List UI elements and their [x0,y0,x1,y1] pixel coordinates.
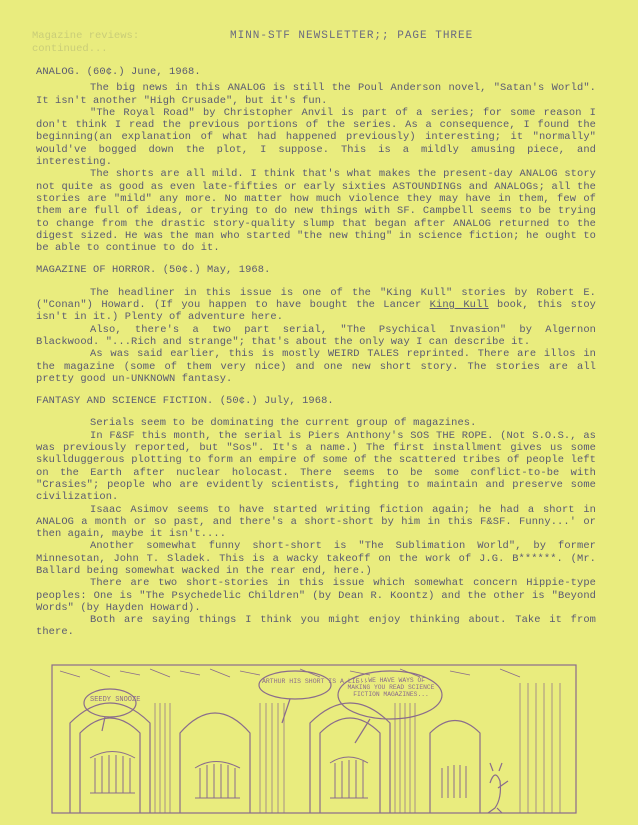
fsf-paragraph-3: Isaac Asimov seems to have started writing fiction again; he had a short in ANALOG a month or so past, and there's a short-short by him in this F&SF. Funny...' or then again, maybe it isn't.... [36,503,596,541]
horror-heading: MAGAZINE OF HORROR. (50¢.) May, 1968. [36,264,271,277]
page-header: MINN-STF NEWSLETTER;; PAGE THREE [230,30,474,42]
horror-paragraph-1 [36,287,596,324]
analog-paragraph-2: "The Royal Road" by Christopher Anvil is part of a series; for some reason I don't think I read the previous portions of the series. As a consequence, I found the beginning(an explanation of what had happened previously) interesting; it "normally" would've bogged down the plot, I suppose. This is a mildly amusing piece, and interesting. [36,106,596,169]
horror-paragraph-2: Also, there's a two part serial, "The Psychical Invasion" by Algernon Blackwood. "...Rich and strange"; that's about the only way I can describe it. [36,323,596,348]
speech-bubble-2 [259,671,331,699]
fsf-paragraph-1: Serials seem to be dominating the current group of magazines. [90,417,477,430]
fsf-paragraph-4: Another somewhat funny short-short is "The Sublimation World", by former Minnesotan, John T. Sladek. This is a wacky takeoff on the work of J.G. B******. (Mr. Ballard being somewhat wacked in the rear end, here.) [36,540,596,577]
fsf-paragraph-5: There are two short-stories in this issue which somewhat concern Hippie-type peoples: One is "The Psychedelic Children" (by Dean R. Koontz) and the other is "Beyond Words" (by Hayden Howard). [36,577,596,614]
speech-bubble-2-tail [282,699,290,723]
analog-paragraph-1: The big news in this ANALOG is still the Poul Anderson novel, "Satan's World". It isn't another "High Crusade", but it's fun. [36,82,596,107]
devil-figure [488,763,508,813]
speech-bubble-3-tail [355,719,370,743]
faint-bleedthrough-text [32,30,139,56]
fsf-heading: FANTASY AND SCIENCE FICTION. (50¢.) July, 1968. [36,395,334,408]
bubble-1-text: SEEDY SNOOZE [90,696,141,704]
king-kull-book-title: King Kull [429,299,489,312]
horror-paragraph-3: As was said earlier, this is mostly WEIRD TALES reprinted. There are illos in the magazine (some of them very nice) and one new short story. The stories are all pretty good un-UNKNOWN fantasy. [36,348,596,385]
horror-p1-a: The headliner in this issue is one of the "King Kull" stories by Robert E. ("Conan") Howard. (If you happen to have bought the Lancer [36,286,596,312]
faint-line-1: Magazine reviews: [32,30,140,42]
analog-heading: ANALOG. (60¢.) June, 1968. [36,66,201,78]
fsf-paragraph-2: In F&SF this month, the serial is Piers Anthony's SOS THE ROPE. (Not S.O.S., as was previously reported, but "Sos". It's a name.) The first installment gives us some skullduggerous plotting to form an empire of some of the scattered tribes of people left on the Earth after nuclear holocast. There seems to be some conflict-to-be with "Crasies"; people who are evidently scientists, fighting to maintain and preserve some civilization. [36,429,596,504]
analog-paragraph-3: The shorts are all mild. I think that's what makes the present-day ANALOG story not quite as good as even late-fifties or early sixties ASTOUNDINGs and ANALOGs; all the stories are "mild" any more. No matter how much violence they may have in them, few of them are full of ideas, or trying to do new things with SF. Campbell seems to be trying to change from the drastic story-quality slump that began after ANALOG returned to the digest sized. He was the man who started "the new thing" in science fiction; he ought to be able to continue to do it. [36,168,596,255]
cartoon-illustration [50,663,578,815]
horror-p1-b: book, this stoy isn't in it.) Plenty of adventure here. [36,299,596,324]
cartoon-frame [52,665,576,813]
bubble-3-wrapper [345,677,437,717]
fsf-paragraph-6: Both are saying things I think you might enjoy thinking about. Take it from there. [36,614,596,639]
ceiling-hatching [60,669,520,677]
bubble-3-text: ...WE HAVE WAYS OF MAKING YOU READ SCIENCE FICTION MAGAZINES... [347,677,435,698]
faint-line-2: continued... [32,43,108,55]
bubble-2-text: ARTHUR HIS SHORT IS A LIE!! [262,678,368,685]
dungeon-arches [70,703,480,813]
review-body [36,66,596,639]
